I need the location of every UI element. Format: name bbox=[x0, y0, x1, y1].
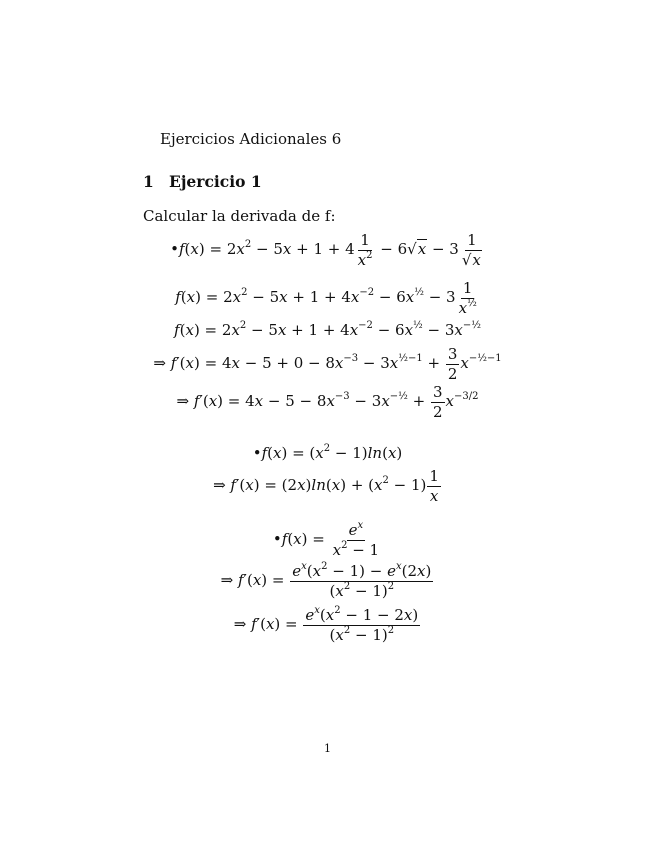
equation-1a-line2: $f(x) = 2x^2 - 5x + 1 + 4x^{-2} - 6x^{\frac{1}{2}} - 3$ $\frac{1}{x^{\frac{1}{2}}}$ bbox=[175, 279, 477, 317]
section-number: 1 bbox=[143, 172, 154, 191]
equation-1c-line2: ⇒ f′(x) = $\frac{e^x(x^2 - 1) - e^x(2x)}{(x^2 - 1)^2}$ bbox=[220, 561, 432, 600]
section-heading bbox=[143, 172, 262, 191]
page-number: 1 bbox=[324, 742, 331, 755]
equation-1a-line5: ⇒ $f'(x) = 4x - 5 - 8x^{-3} - 3x^{-\frac{1}{2}}$ + $\frac{3}{2}$ $x^{-3/2}$ bbox=[176, 383, 479, 421]
equation-1a-line4: ⇒ $f'(x) = 4x - 5 + 0 - 8x^{-3} - 3x^{\frac{1}{2}-1}$ + $\frac{3}{2}$ $x^{-\frac{1}{2}-1}$ bbox=[153, 345, 502, 383]
equation-1c-line3: ⇒ f′(x) = $\frac{e^x(x^2 - 1 - 2x)}{(x^2 - 1)^2}$ bbox=[233, 605, 419, 644]
document-title: Ejercicios Adicionales 6 bbox=[160, 130, 342, 148]
equation-1c-line1: •f(x) = $\frac{e^x}{x^2 - 1}$ bbox=[272, 520, 380, 559]
equation-1a-line1: •f(x) = $2x^2 - 5x + 1 + 4$ $\frac{1}{x^2}$ − 6√x − 3 $\frac{1}{√x}$ bbox=[170, 231, 481, 269]
equation-1a-line3: $f(x) = 2x^2 - 5x + 1 + 4x^{-2} - 6x^{\frac{1}{2}} - 3x^{-\frac{1}{2}}$ bbox=[174, 319, 481, 339]
equation-1b-line1: •f(x) = $(x^2 - 1)\ln(x)$ bbox=[252, 442, 403, 462]
exercise-instruction: Calcular la derivada de f: bbox=[143, 207, 336, 225]
section-title: Ejercicio 1 bbox=[169, 172, 262, 191]
equation-1b-line2: ⇒ $f'(x) = (2x)\ln(x) + (x^2 - 1)$ $\frac{1}{x}$ bbox=[213, 467, 439, 505]
